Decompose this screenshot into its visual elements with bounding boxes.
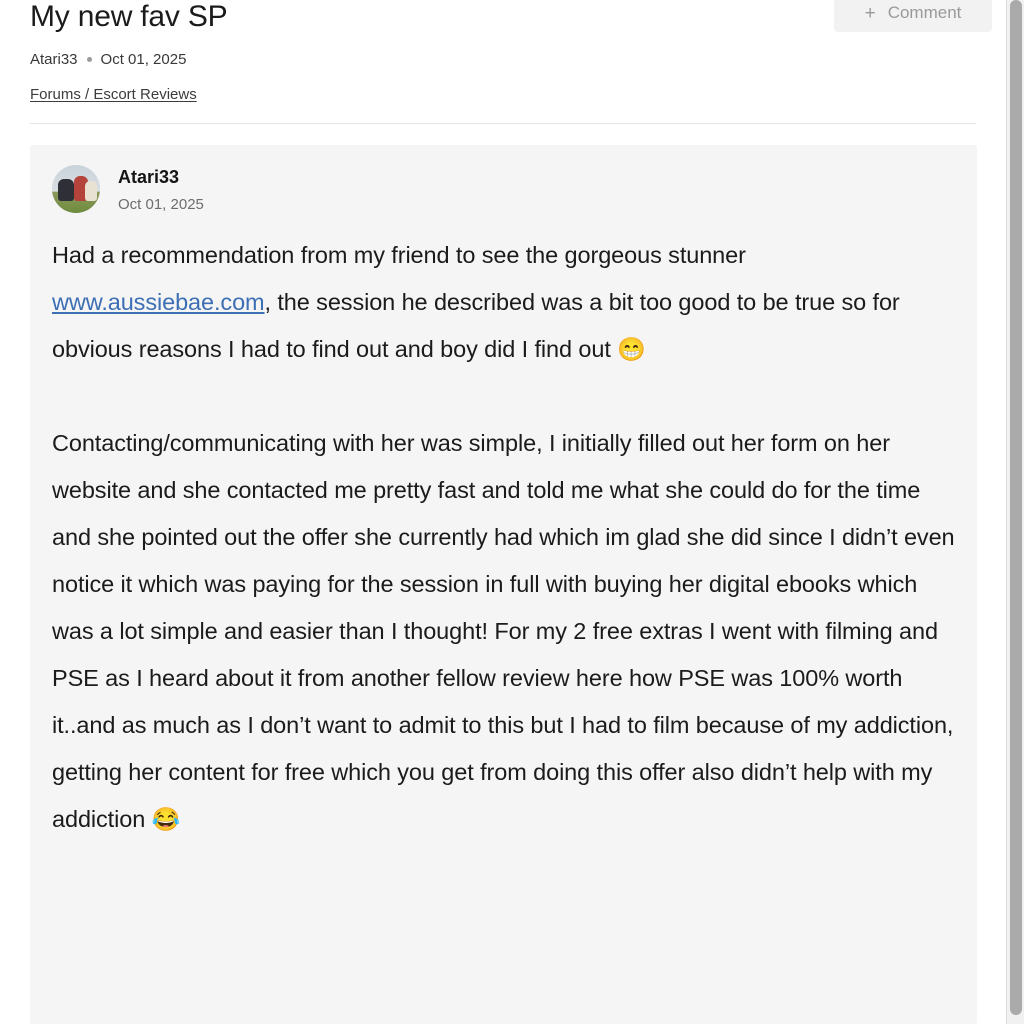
post-paragraph-2 <box>52 420 955 843</box>
plus-icon: + <box>864 2 876 24</box>
post-date: Oct 01, 2025 <box>118 196 204 213</box>
scrollbar-thumb[interactable] <box>1010 0 1022 1015</box>
page-title: My new fav SP <box>30 0 228 33</box>
paragraph-1-text-b: , the session he described was a bit too good to be true so for obvious reasons I had to find out and boy did I find out <box>52 289 900 362</box>
thread-meta <box>30 51 976 68</box>
paragraph-1-text-a: Had a recommendation from my friend to see the gorgeous stunner <box>52 242 746 268</box>
avatar-shape-3 <box>85 181 97 201</box>
grin-emoji-icon: 😁 <box>617 336 646 362</box>
post-author[interactable]: Atari33 <box>118 167 180 187</box>
vertical-scrollbar[interactable] <box>1006 0 1024 1024</box>
comment-button[interactable] <box>834 0 992 32</box>
header-divider <box>30 123 976 124</box>
avatar-shape-1 <box>58 179 74 201</box>
avatar[interactable] <box>52 165 100 213</box>
post-author-block <box>118 165 204 213</box>
post-body <box>52 232 955 843</box>
separator-dot-icon <box>87 57 92 62</box>
thread-date: Oct 01, 2025 <box>100 51 187 68</box>
thread-author: Atari33 <box>30 51 78 68</box>
thread-header <box>0 0 1006 104</box>
laugh-emoji-icon: 😂 <box>151 806 181 832</box>
external-link[interactable]: www.aussiebae.com <box>52 289 265 315</box>
paragraph-2-text: Contacting/communicating with her was simple, I initially filled out her form on her website and she contacted me pretty fast and told me what she could do for the time and she pointed out the offer she currently had which im glad she did since I didn’t even notice it which was paying for the session in full with buying her digital ebooks which was a lot simple and easier than I thought! For my 2 free extras I went with filming and PSE as I heard about it from another fellow review here how PSE was 100% worth it..and as much as I don’t want to admit to this but I had to film because of my addiction, getting her content for free which you get from doing this offer also didn’t help with my addiction <box>52 430 955 832</box>
comment-button-label: Comment <box>887 3 962 22</box>
post-header <box>52 165 955 213</box>
breadcrumb[interactable]: Forums / Escort Reviews <box>30 86 197 103</box>
post-card <box>30 145 977 1024</box>
post-paragraph-1 <box>52 232 955 373</box>
